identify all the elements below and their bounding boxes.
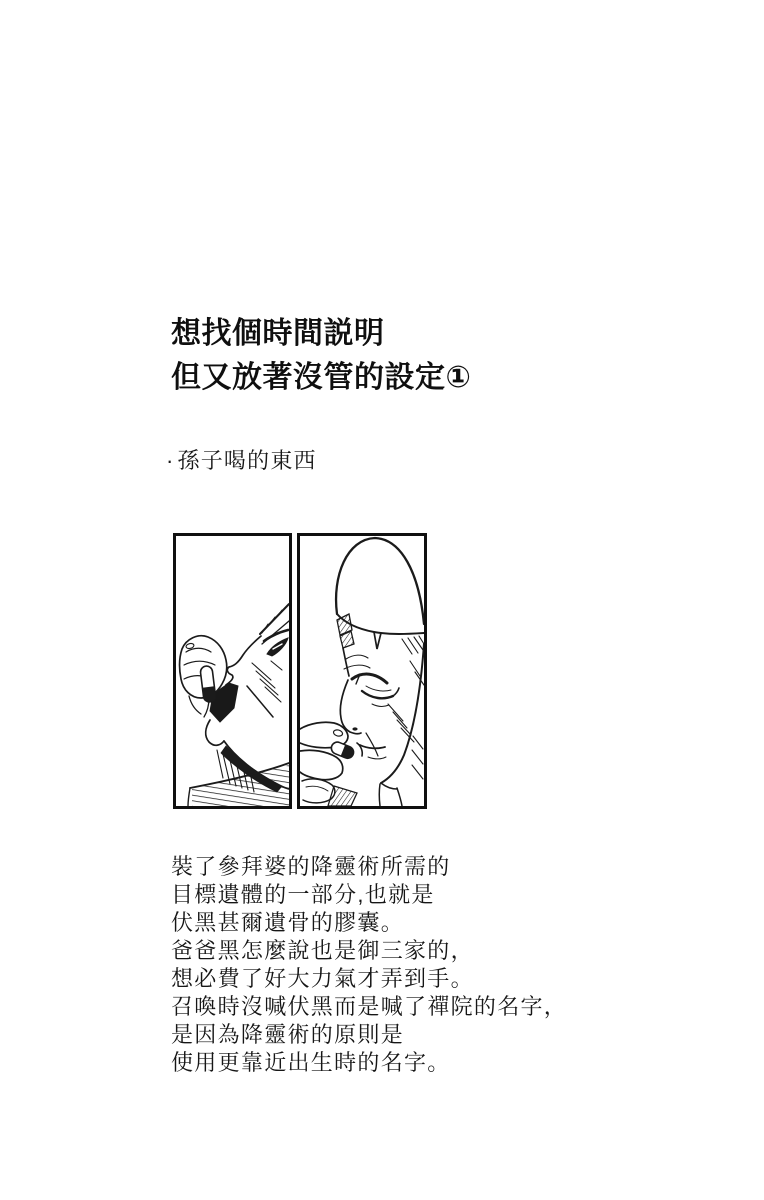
body-line: 召喚時沒喊伏黑而是喊了禪院的名字， <box>171 994 568 1019</box>
body-line: 使用更靠近出生時的名字。 <box>171 1050 451 1075</box>
manga-panels <box>173 533 427 809</box>
body-line: 爸爸黑怎麼說也是御三家的， <box>171 938 474 963</box>
page-title <box>171 312 471 400</box>
bullet-item <box>166 448 317 474</box>
manga-panel-right <box>297 533 427 809</box>
body-line: 想必費了好大力氣才弄到手。 <box>171 966 474 991</box>
page-title-line-1: 想找個時間説明 <box>171 317 385 350</box>
body-line: 伏黑甚爾遺骨的膠囊。 <box>171 910 405 935</box>
man-swallowing-capsule-art <box>176 536 289 806</box>
page-title-line-2: 但又放著沒管的設定① <box>171 361 472 394</box>
bullet-marker: · <box>166 448 175 473</box>
body-line: 目標遺體的一部分,也就是 <box>171 882 435 907</box>
manga-panel-left <box>173 533 292 809</box>
body-text <box>171 853 567 1077</box>
man-examining-capsule-art <box>300 536 424 806</box>
body-line: 是因為降靈術的原則是 <box>171 1022 405 1047</box>
body-line: 裝了參拜婆的降靈術所需的 <box>171 854 451 879</box>
bullet-label: 孫子喝的東西 <box>177 448 317 473</box>
